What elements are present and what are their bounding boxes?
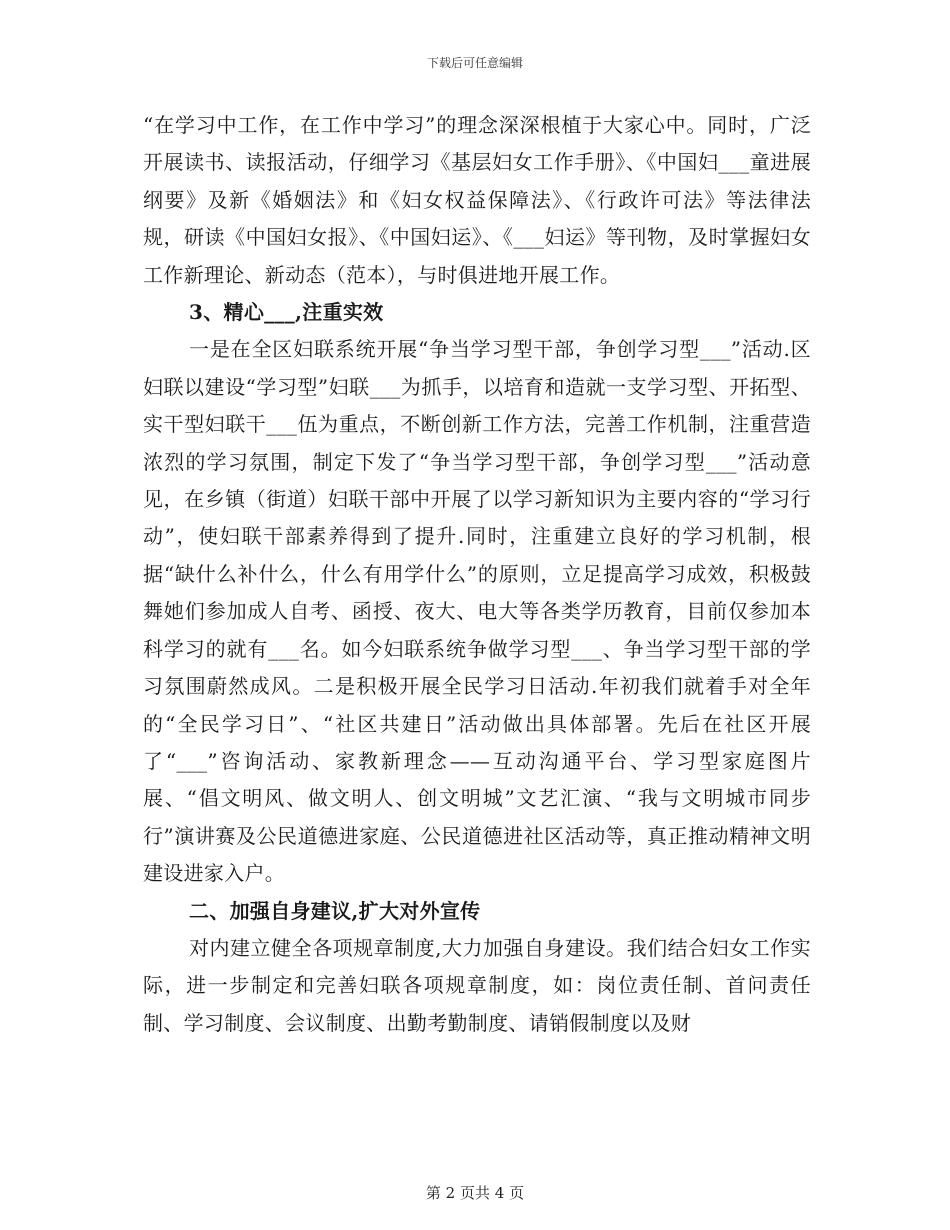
paragraph-3: 对内建立健全各项规章制度,大力加强自身建设。我们结合妇女工作实际，进一步制定和完善妇联各项规章制度，如：岗位责任制、首问责任制、学习制度、会议制度、出勤考勤制度、请销假制度以及财 — [143, 935, 811, 1035]
paragraph-2: 一是在全区妇联系统开展“争当学习型干部，争创学习型___”活动.区妇联以建设“学习型”妇联___为抓手，以培育和造就一支学习型、开拓型、实干型妇联干___伍为重点，不断创新工作方法，完善工作机制，注重营造浓烈的学习氛围，制定下发了“争当学习型干部，争创学习型___”活动意见，在乡镇（街道）妇联干部中开展了以学习新知识为主要内容的“学习行动”，使妇联干部素养得到了提升.同时，注重建立良好的学习机制，根据“缺什么补什么，什么有用学什么”的原则，立足提高学习成效，积极鼓舞她们参加成人自考、函授、夜大、电大等各类学历教育，目前仅参加本科学习的就有___名。如今妇联系统争做学习型___、争当学习型干部的学习氛围蔚然成风。二是积极开展全民学习日活动.年初我们就着手对全年的“全民学习日”、“社区共建日”活动做出具体部署。先后在社区开展了“___”咨询活动、家教新理念——互动沟通平台、学习型家庭图片展、“倡文明风、做文明人、创文明城”文艺汇演、“我与文明城市同步行”演讲赛及公民道德进家庭、公民道德进社区活动等，真正推动精神文明建设进家入户。 — [143, 337, 811, 886]
section-heading-2: 二、加强自身建议,扩大对外宣传 — [189, 898, 481, 923]
page-header: 下载后可任意编辑 — [426, 56, 523, 70]
section-heading-3: 3、精心___,注重实效 — [189, 300, 384, 325]
paragraph-1: “在学习中工作，在工作中学习”的理念深深根植于大家心中。同时，广泛开展读书、读报活动，仔细学习《基层妇女工作手册》、《中国妇___童进展纲要》及新《婚姻法》和《妇女权益保障法》、《行政许可法》等法律法规，研读《中国妇女报》、《中国妇运》、《___妇运》等刊物，及时掌握妇女工作新理论、新动态（范本），与时俱进地开展工作。 — [143, 113, 811, 287]
page-footer: 第 2 页共 4 页 — [425, 1184, 525, 1202]
document-body — [143, 107, 811, 1042]
